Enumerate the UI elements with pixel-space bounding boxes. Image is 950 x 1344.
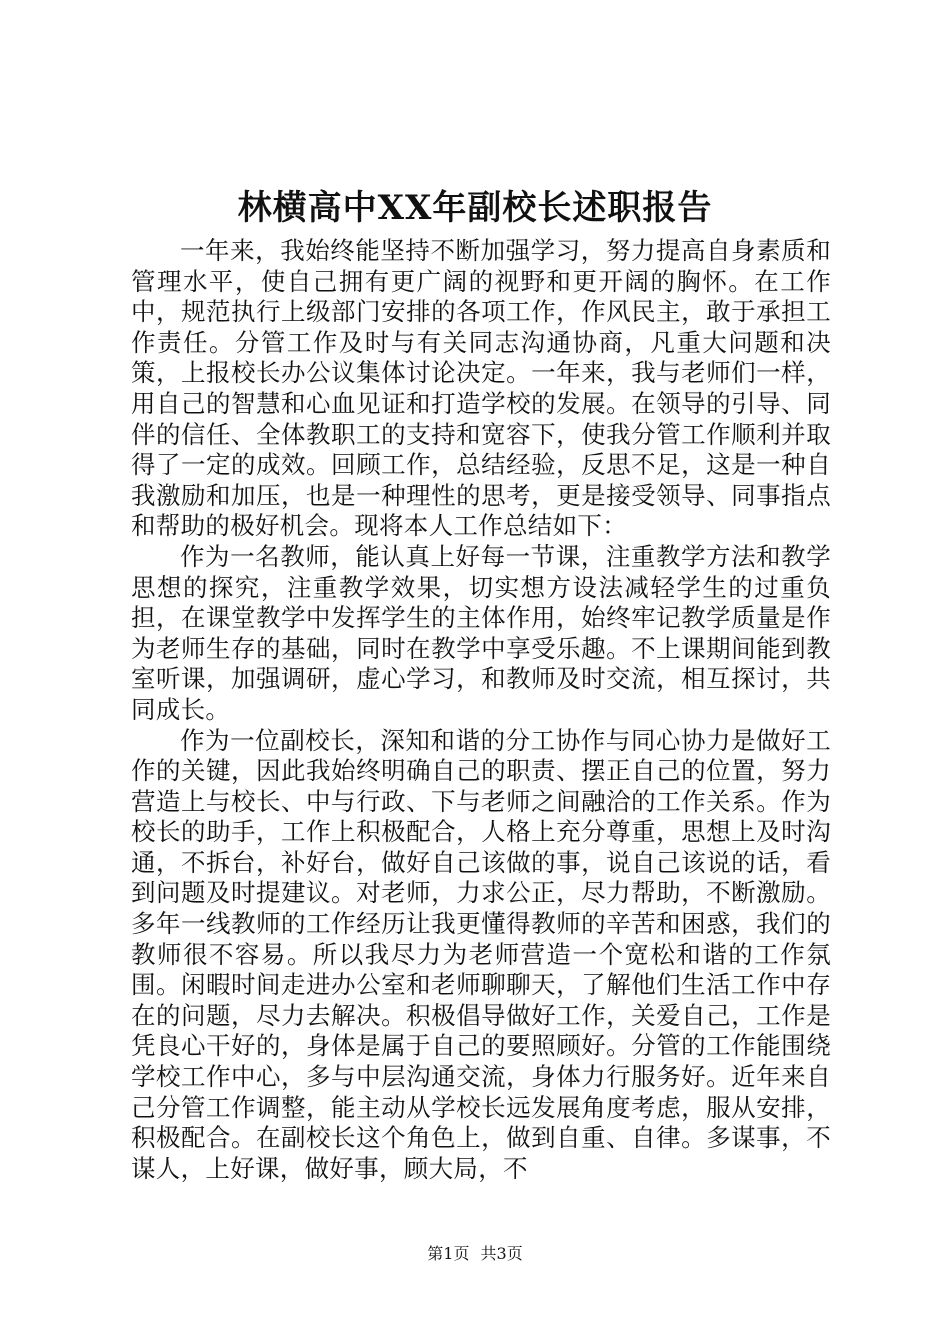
- page-total: 共3页: [480, 1244, 523, 1263]
- paragraph-vice-principal-role: 作为一位副校长，深知和谐的分工协作与同心协力是做好工作的关键，因此我始终明确自己的职责、摆正自己的位置，努力营造上与校长、中与行政、下与老师之间融洽的工作关系。作为校长的助手，工作上积极配合，人格上充分尊重，思想上及时沟通，不拆台，补好台，做好自己该做的事，说自己该说的话，看到问题及时提建议。对老师，力求公正，尽力帮助，不断激励。多年一线教师的工作经历让我更懂得教师的辛苦和困惑，我们的教师很不容易。所以我尽力为老师营造一个宽松和谐的工作氛围。闲暇时间走进办公室和老师聊聊天，了解他们生活工作中存在的问题，尽力去解决。积极倡导做好工作，关爱自己，工作是凭良心干好的，身体是属于自己的要照顾好。分管的工作能围绕学校工作中心，多与中层沟通交流，身体力行服务好。近年来自己分管工作调整，能主动从学校长远发展角度考虑，服从安排，积极配合。在副校长这个角色上，做到自重、自律。多谋事，不谋人，上好课，做好事，顾大局，不: [131, 725, 831, 1183]
- document-title: 林横高中XX年副校长述职报告: [237, 188, 713, 228]
- page-footer: [0, 1243, 950, 1265]
- document-body: [131, 236, 831, 1184]
- paragraph-teacher-role: 作为一名教师，能认真上好每一节课，注重教学方法和教学思想的探究，注重教学效果，切实想方设法减轻学生的过重负担，在课堂教学中发挥学生的主体作用，始终牢记教学质量是作为老师生存的基础，同时在教学中享受乐趣。不上课期间能到教室听课，加强调研，虚心学习，和教师及时交流，相互探讨，共同成长。: [131, 541, 831, 724]
- page-number: 第1页: [427, 1244, 470, 1263]
- paragraph-intro: 一年来，我始终能坚持不断加强学习，努力提高自身素质和管理水平，使自己拥有更广阔的视野和更开阔的胸怀。在工作中，规范执行上级部门安排的各项工作，作风民主，敢于承担工作责任。分管工作及时与有关同志沟通协商，凡重大问题和决策，上报校长办公议集体讨论决定。一年来，我与老师们一样，用自己的智慧和心血见证和打造学校的发展。在领导的引导、同伴的信任、全体教职工的支持和宽容下，使我分管工作顺利并取得了一定的成效。回顾工作，总结经验，反思不足，这是一种自我激励和加压，也是一种理性的思考，更是接受领导、同事指点和帮助的极好机会。现将本人工作总结如下：: [131, 236, 831, 541]
